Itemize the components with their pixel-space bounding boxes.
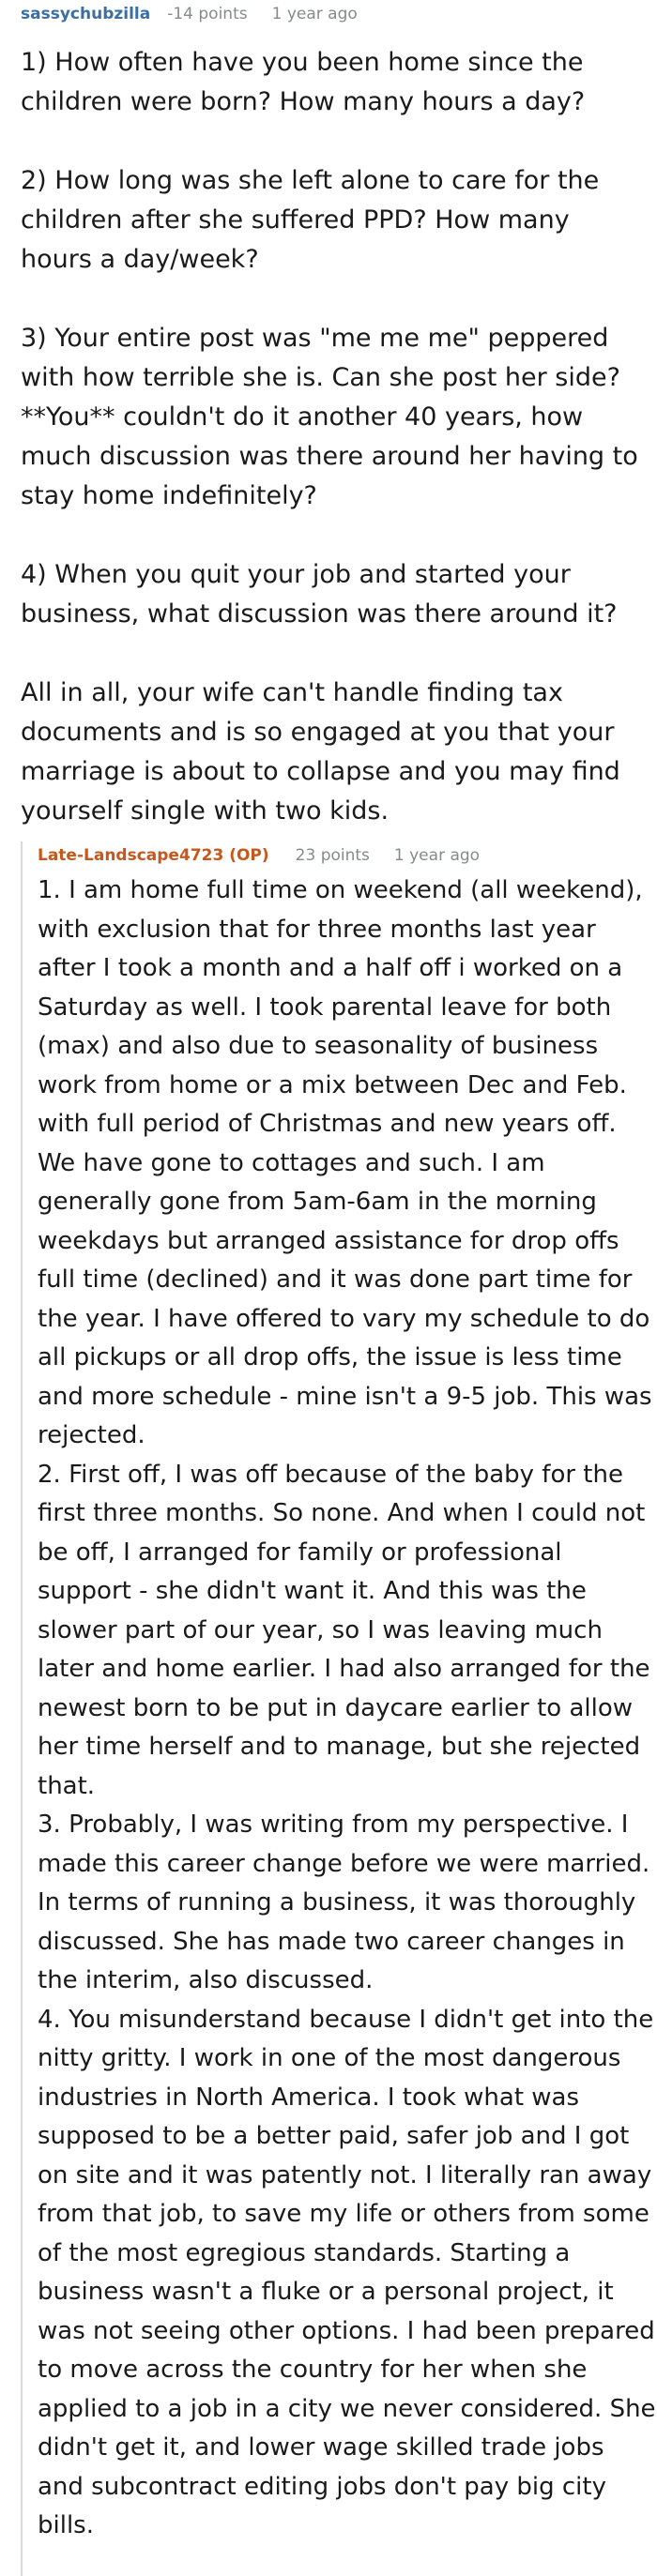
comment-paragraph: 1) How often have you been home since the children were born? How many hours a day?: [21, 48, 586, 116]
reply-username[interactable]: Late-Landscape4723 (OP): [38, 846, 269, 865]
reply-age[interactable]: 1 year ago: [393, 846, 481, 865]
comment-meta: [21, 0, 644, 28]
comment-paragraph: 2) How long was she left alone to care for the children after she suffered PPD? How many hours a day/week?: [21, 166, 600, 274]
thread-line[interactable]: [21, 841, 23, 2576]
reply-paragraph: 3. Probably, I was writing from my perspective. I made this career change before we were married. In terms of running a business, it was thoroughly discussed. She has made two career changes in the interim, also discussed.: [38, 1811, 650, 1994]
comment-username[interactable]: sassychubzilla: [21, 5, 151, 23]
comment-age[interactable]: 1 year ago: [271, 5, 358, 23]
reply-paragraph: 2. First off, I was off because of the baby for the first three months. So none. And when I could not be off, I arranged for family or professional support - she didn't want it. And this was the slower part of our year, so I was leaving much later and home earlier. I had also arranged for the newest born to be put in daycare earlier to allow her time herself and to manage, but she rejected that.: [38, 1460, 650, 1800]
reply-content: [38, 841, 657, 2546]
top-comment: [21, 0, 644, 831]
comment-paragraph: All in all, your wife can't handle finding tax documents and is so engaged at you that your marriage is about to collapse and you may find yourself single with two kids.: [21, 678, 620, 826]
comment-points: -14 points: [167, 5, 248, 23]
reply-paragraph: 4. You misunderstand because I didn't get into the nitty gritty. I work in one of the most dangerous industries in North America. I took what was supposed to be a better paid, safer job and I got on site and it was patently not. I literally ran away from that job, to save my life or others from some of the most egregious standards. Starting a business wasn't a fluke or a personal project, it was not seeing other options. I had been prepared to move across the country for her when she applied to a job in a city we never considered. She didn't get it, and lower wage skilled trade jobs and subcontract editing jobs don't pay big city bills.: [38, 2005, 656, 2539]
reply-meta: [38, 841, 657, 870]
reply-body: [38, 871, 657, 2546]
comment-paragraph: 3) Your entire post was "me me me" peppered with how terrible she is. Can she post her side? **You** couldn't do it another 40 years, how much discussion was there around her having to stay home indefinitely?: [21, 324, 638, 510]
reply-comment: [21, 841, 656, 2576]
reply-paragraph: 1. I am home full time on weekend (all weekend), with exclusion that for three months last year after I took a month and a half off i worked on a Saturday as well. I took parental leave for both (max) and also due to seasonality of business work from home or a mix between Dec and Feb. with full period of Christmas and new years off. We have gone to cottages and such. I am generally gone from 5am-6am in the morning weekdays but arranged assistance for drop offs full time (declined) and it was done part time for the year. I have offered to vary my schedule to do all pickups or all drop offs, the issue is less time and more schedule - mine isn't a 9-5 job. This was rejected.: [38, 876, 652, 1449]
comment-paragraph: 4) When you quit your job and started your business, what discussion was there around it?: [21, 560, 618, 629]
reply-points: 23 points: [295, 846, 370, 865]
comment-body: [21, 43, 644, 831]
